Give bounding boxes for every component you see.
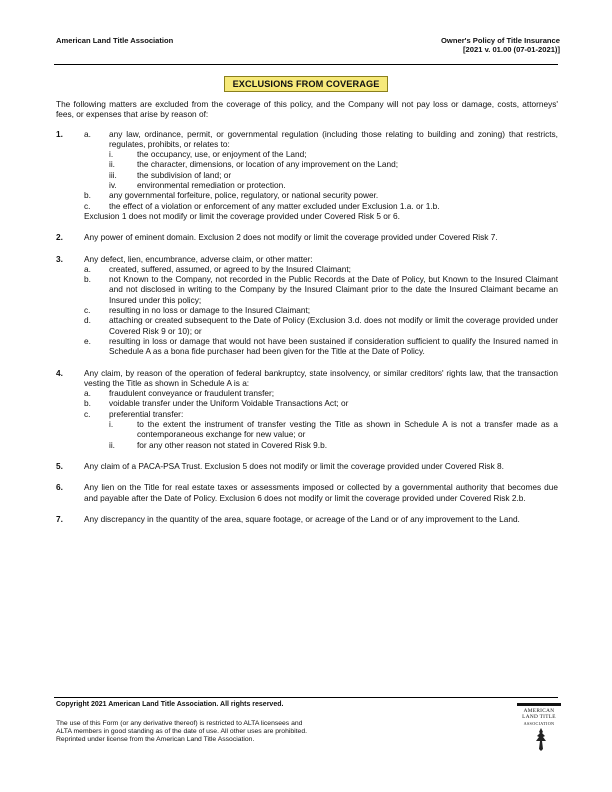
- logo-text: [515, 709, 563, 726]
- item-letter: d.: [84, 315, 91, 326]
- item-letter: e.: [84, 335, 91, 346]
- item-text: Any power of eminent domain. Exclusion 2 does not modify or limit the coverage provided under Covered Risk 7.: [84, 232, 498, 243]
- exclusion-1-note: Exclusion 1 does not modify or limit the coverage provided under Covered Risk 5 or 6.: [84, 210, 400, 221]
- item-text: created, suffered, assumed, or agreed to by the Insured Claimant;: [109, 263, 351, 274]
- logo-line: ASSOCIATION: [523, 720, 555, 726]
- sub-item: [109, 170, 558, 180]
- footer-copyright: Copyright 2021 American Land Title Association. All rights reserved.: [56, 701, 284, 708]
- sub-item: [109, 440, 558, 450]
- usage-line: The use of this Form (or any derivative thereof) is restricted to ALTA licensees and: [56, 720, 303, 727]
- item-number: 1.: [56, 128, 63, 139]
- exclusion-item-7: [56, 514, 558, 524]
- item-letter: a.: [84, 263, 91, 274]
- exclusion-3e: [84, 336, 558, 357]
- sub-item: [109, 180, 558, 190]
- item-number: 5.: [56, 460, 63, 471]
- exclusions-body: [56, 99, 558, 535]
- sub-text: environmental remediation or protection.: [137, 180, 286, 191]
- header-organization: American Land Title Association: [56, 36, 174, 45]
- title-container: [0, 74, 612, 92]
- alta-logo: [515, 701, 565, 761]
- footer-usage-notice: [56, 720, 376, 744]
- exclusion-1a: [84, 129, 558, 191]
- item-text: any governmental forfeiture, police, regulatory, or national security power.: [109, 190, 379, 201]
- item-text: the effect of a violation or enforcement of any matter excluded under Exclusion 1.a. or 1.b.: [109, 200, 440, 211]
- exclusion-item-3: [56, 254, 558, 357]
- exclusion-4b: [84, 398, 558, 408]
- item-text: voidable transfer under the Uniform Voidable Transactions Act; or: [109, 398, 349, 409]
- item-letter: b.: [84, 190, 91, 201]
- footer-divider: [54, 697, 558, 698]
- intro-paragraph: The following matters are excluded from the coverage of this policy, and the Company will not pay loss or damage, costs, attorneys' fees, or expenses that arise by reason of:: [56, 99, 558, 120]
- item-text: preferential transfer:: [109, 408, 184, 419]
- item-text: fraudulent conveyance or fraudulent transfer;: [109, 388, 275, 399]
- sub-numeral: ii.: [109, 439, 115, 450]
- sub-text: for any other reason not stated in Covered Risk 9.b.: [137, 439, 328, 450]
- exclusion-item-5: [56, 461, 558, 471]
- sub-numeral: i.: [109, 419, 114, 430]
- header-policy-info: [441, 36, 560, 54]
- sub-text: the character, dimensions, or location of any improvement on the Land;: [137, 159, 399, 170]
- item-text: Any lien on the Title for real estate taxes or assessments imposed or collected by a governmental authority that becomes due and payable after the Date of Policy. Exclusion 6 does not modify or limit the coverage provided under Covered Risk 2.b.: [84, 482, 558, 503]
- logo-line: AMERICAN: [523, 708, 555, 714]
- eagle-emblem-icon: [535, 727, 547, 751]
- exclusion-3d: [84, 315, 558, 336]
- sub-numeral: iii.: [109, 169, 117, 180]
- exclusion-item-1: [56, 129, 558, 222]
- item-letter: c.: [84, 200, 91, 211]
- exclusion-item-4: [56, 368, 558, 450]
- sub-numeral: i.: [109, 149, 114, 160]
- sub-numeral: iv.: [109, 180, 117, 191]
- item-text: resulting in loss or damage that would not have been sustained if consideration sufficient to qualify the Insured named in Schedule A as a bona fide purchaser had been given for the Title at the Date of Policy.: [109, 335, 558, 357]
- sub-numeral: ii.: [109, 159, 115, 170]
- exclusion-4a: [84, 388, 558, 398]
- item-number: 2.: [56, 232, 63, 243]
- exclusion-1b: [84, 190, 558, 200]
- item-letter: b.: [84, 274, 91, 285]
- item-number: 6.: [56, 482, 63, 493]
- item-letter: a.: [84, 388, 91, 399]
- exclusion-item-6: [56, 482, 558, 503]
- item-letter: c.: [84, 305, 91, 316]
- exclusion-1c: [84, 201, 558, 211]
- item-letter: a.: [84, 128, 91, 139]
- exclusion-3a: [84, 264, 558, 274]
- sub-text: the subdivision of land; or: [137, 169, 232, 180]
- sub-text: to the extent the instrument of transfer vesting the Title as shown in Schedule A is not a transfer made as a contemporaneous exchange for new value; or: [137, 419, 558, 440]
- item-number: 7.: [56, 513, 63, 524]
- exclusion-3b: [84, 274, 558, 305]
- sub-text: the occupancy, use, or enjoyment of the Land;: [137, 149, 307, 160]
- header-policy-title: Owner's Policy of Title Insurance: [441, 36, 560, 45]
- item-text: Any defect, lien, encumbrance, adverse claim, or other matter:: [84, 253, 313, 264]
- item-letter: b.: [84, 398, 91, 409]
- sub-item: [109, 419, 558, 440]
- item-number: 4.: [56, 367, 63, 378]
- logo-bar: [517, 703, 561, 706]
- sub-item: [109, 149, 558, 159]
- header-policy-version: [2021 v. 01.00 (07-01-2021)]: [463, 45, 560, 54]
- item-letter: c.: [84, 408, 91, 419]
- item-number: 3.: [56, 253, 63, 264]
- item-text: Any claim of a PACA-PSA Trust. Exclusion 5 does not modify or limit the coverage provided under Covered Risk 8.: [84, 460, 504, 471]
- item-text: attaching or created subsequent to the Date of Policy (Exclusion 3.d. does not modify or limit the coverage provided under Covered Risk 9 or 10); or: [109, 315, 558, 336]
- item-text: resulting in no loss or damage to the Insured Claimant;: [109, 305, 311, 316]
- item-text: any law, ordinance, permit, or governmental regulation (including those relating to building and zoning) that restricts, regulates, prohibits, or relates to:: [109, 128, 558, 149]
- usage-line: ALTA members in good standing as of the date of use. All other uses are prohibited.: [56, 728, 308, 736]
- page-title: EXCLUSIONS FROM COVERAGE: [224, 76, 389, 92]
- exclusion-4c: [84, 409, 558, 450]
- item-text: Any discrepancy in the quantity of the area, square footage, or acreage of the Land or of any improvement to the Land.: [84, 513, 520, 524]
- usage-line: Reprinted under license from the American Land Title Association.: [56, 736, 255, 744]
- item-text: not Known to the Company, not recorded in the Public Records at the Date of Policy, but Known to the Insured Claimant and not disclosed in writing to the Company by the Insured Claimant prior to the date the Insured Claimant became an Insured under this policy;: [109, 274, 558, 305]
- header-divider: [54, 64, 558, 65]
- sub-item: [109, 159, 558, 169]
- logo-line: LAND TITLE: [522, 713, 556, 720]
- item-text: Any claim, by reason of the operation of federal bankruptcy, state insolvency, or similar creditors' rights law, that the transaction vesting the Title as shown in Schedule A is a:: [84, 367, 558, 388]
- exclusion-item-2: [56, 232, 558, 242]
- exclusion-3c: [84, 305, 558, 315]
